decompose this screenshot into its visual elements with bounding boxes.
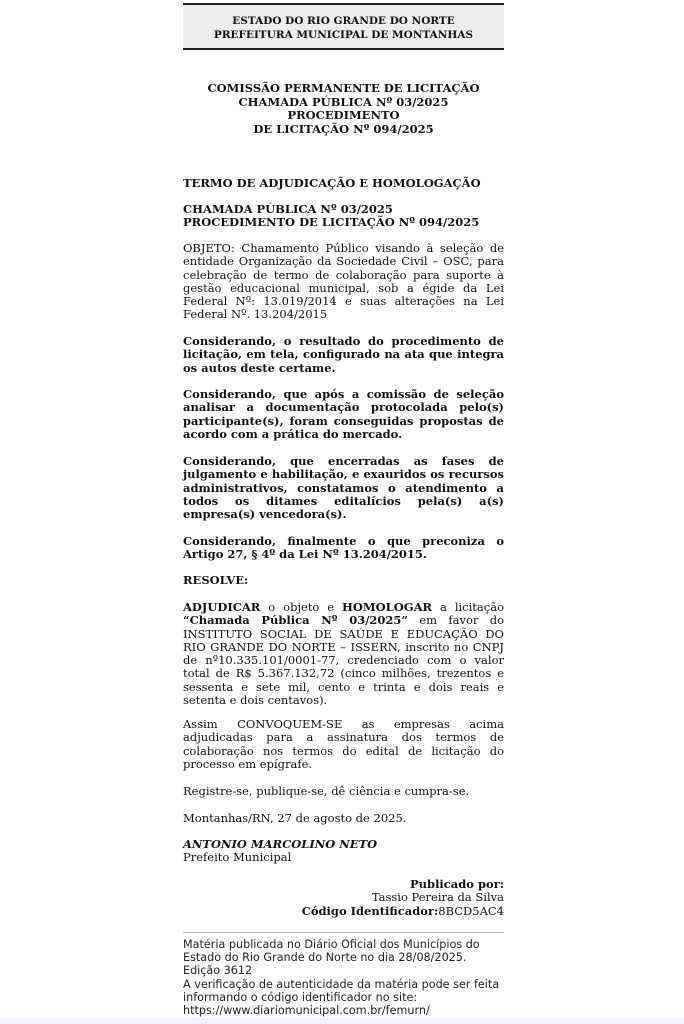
document-title: [183, 82, 504, 136]
title-line-2: CHAMADA PÚBLICA Nº 03/2025 PROCEDIMENTO: [238, 94, 449, 122]
considerando-2: Considerando, que após a comissão de seleção analisar a documentação protocolada pelo(s) participante(s), foram conseguidas propostas de acordo com a prática do mercado.: [183, 387, 504, 441]
termo-heading: TERMO DE ADJUDICAÇÃO E HOMOLOGAÇÃO: [183, 176, 481, 190]
signer-role: Prefeito Municipal: [183, 850, 292, 865]
homologar-word: HOMOLOGAR: [342, 600, 433, 614]
signature-block: [183, 838, 504, 865]
publisher-name: Tassio Pereira da Silva: [371, 890, 504, 905]
ref-procedimento: PROCEDIMENTO DE LICITAÇÃO Nº 094/2025: [183, 215, 480, 230]
document-header: [183, 3, 504, 50]
resolve-heading: RESOLVE:: [183, 573, 249, 587]
convoquem-paragraph: Assim CONVOQUEM-SE as empresas acima adjudicadas para a assinatura dos termos de colaboração nos termos do edital de licitação do processo em epígrafe.: [183, 717, 504, 771]
title-line-3: DE LICITAÇÃO Nº 094/2025: [253, 121, 434, 136]
published-label: Publicado por:: [410, 877, 504, 891]
published-by-block: [183, 878, 504, 918]
footer-divider: [183, 932, 504, 933]
bottom-strip: [0, 1018, 684, 1024]
header-state: ESTADO DO RIO GRANDE DO NORTE: [232, 15, 455, 27]
footer-verification-note: A verificação de autenticidade da matéria pode ser feita informando o código identificador no site:: [183, 977, 500, 1004]
signer-name: ANTONIO MARCOLINO NETO: [183, 837, 378, 851]
considerando-1: Considerando, o resultado do procedimento de licitação, em tela, configurado na ata que integra os autos deste certame.: [183, 334, 504, 375]
adjudicar-paragraph: [183, 601, 504, 707]
adjudicar-word: ADJUDICAR: [183, 600, 261, 614]
chamada-quote: “Chamada Pública Nº 03/2025”: [183, 613, 409, 628]
considerando-3: Considerando, que encerradas as fases de julgamento e habilitação, e exauridos os recursos administrativos, constatamos o atendimento a todos os ditames editalícios pela(s) a(s) empresa(s) vencedora(s).: [183, 454, 504, 522]
header-prefeitura: PREFEITURA MUNICIPAL DE MONTANHAS: [213, 29, 474, 41]
footer-url[interactable]: https://www.diariomunicipal.com.br/femurn/: [183, 1004, 430, 1018]
reference-block: [183, 203, 504, 230]
registre-line: Registre-se, publique-se, dê ciência e cumpra-se.: [183, 784, 470, 798]
objeto-paragraph: OBJETO: Chamamento Público visando à seleção de entidade Organização da Sociedade Civil – OSC, para celebração de termo de colaboração para suporte à gestão educacional municipal, sob a égide da Lei Federal Nº: 13.019/2014 e suas alterações na Lei Federal Nº. 13.204/2015: [183, 241, 504, 322]
adjudicar-text-2: a licitação: [432, 600, 504, 614]
footer-publication-note: Matéria publicada no Diário Oficial dos Municípios do Estado do Rio Grande do Norte no dia 28/08/2025. Edição 3612: [183, 938, 480, 978]
ref-chamada: CHAMADA PÚBLICA Nº 03/2025: [183, 202, 393, 216]
considerando-4: Considerando, finalmente o que preconiza o Artigo 27, § 4º da Lei Nº 13.204/2015.: [183, 534, 504, 562]
title-line-1: COMISSÃO PERMANENTE DE LICITAÇÃO: [207, 81, 480, 95]
identifier-code: 8BCD5AC4: [438, 903, 504, 918]
footer-notice: [183, 938, 504, 1017]
identifier-line: [183, 905, 504, 918]
identifier-label: Código Identificador:: [301, 903, 439, 918]
adjudicar-text-3: em favor do INSTITUTO SOCIAL DE SAÚDE E EDUCAÇÃO DO RIO GRANDE DO NORTE – ISSERN, inscrito no CNPJ de nº10.335.101/0001-77, credenciado com o valor total de R$ 5.367.132,72 (cinco milhões, trezentos e sessenta e sete mil, cento e trinta e dois reais e setenta e dois centavos).: [183, 613, 504, 708]
date-line: Montanhas/RN, 27 de agosto de 2025.: [183, 811, 407, 825]
adjudicar-text-1: o objeto e: [260, 600, 343, 614]
